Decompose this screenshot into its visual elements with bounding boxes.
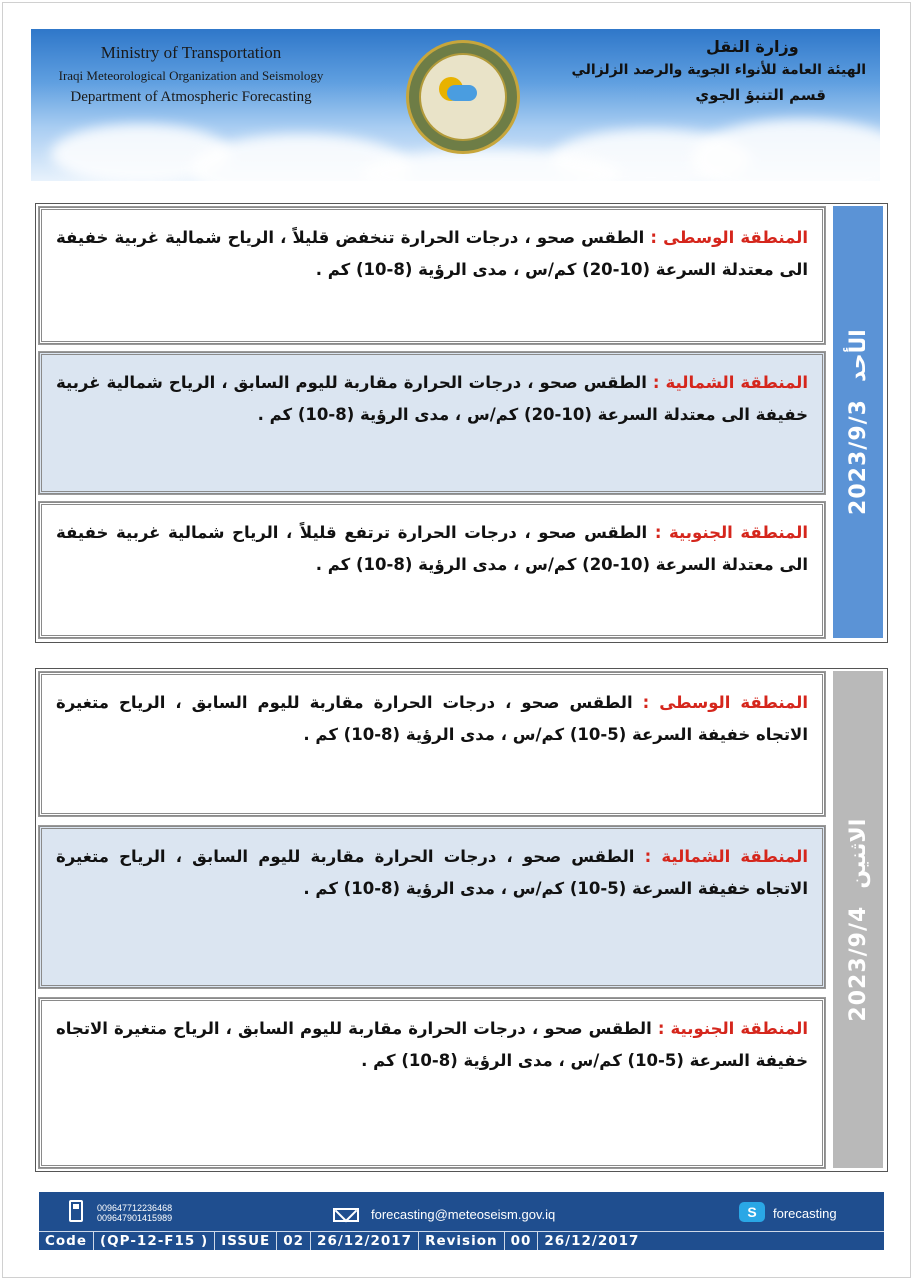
skype-handle[interactable]: forecasting <box>773 1206 837 1221</box>
day1-name: الأحد <box>845 329 871 382</box>
day1-label-bar <box>833 206 883 638</box>
department-name-en: Department of Atmospheric Forecasting <box>70 89 312 105</box>
header-arabic <box>506 37 866 104</box>
region-forecast: الطقس صحو ، درجات الحرارة مقاربة لليوم السابق ، الرياح شمالية غربية خفيفة الى معتدلة السرعة (10-20) كم/س ، مدى الرؤية (8-10) كم . <box>56 373 808 424</box>
day2-name: الاثنين <box>845 817 871 888</box>
revision-value: 00 <box>505 1232 539 1250</box>
phone-icon <box>69 1200 83 1222</box>
footer-bar <box>39 1192 884 1250</box>
code-value: (QP-12-F15 ) <box>94 1232 215 1250</box>
cloud-icon <box>447 85 477 101</box>
day2-date: 2023/9/4 <box>845 905 871 1022</box>
region-name: المنطقة الشمالية <box>661 847 808 866</box>
region-forecast: الطقس صحو ، درجات الحرارة مقاربة لليوم السابق ، الرياح متغيرة الاتجاه خفيفة السرعة (5-10) كم/س ، مدى الرؤية (8-10) كم . <box>56 1019 808 1070</box>
region-name: المنطقة الوسطى <box>659 693 808 712</box>
region-south-day2: المنطقة الجنوبية : الطقس صحو ، درجات الحرارة مقاربة لليوم السابق ، الرياح متغيرة الاتجاه خفيفة السرعة (5-10) كم/س ، مدى الرؤية (8-10) كم . <box>39 998 825 1168</box>
region-central-day1: المنطقة الوسطى : الطقس صحو ، درجات الحرارة تنخفض قليلاً ، الرياح شمالية غربية خفيفة الى معتدلة السرعة (10-20) كم/س ، مدى الرؤية (8-10) كم . <box>39 207 825 344</box>
header-english <box>41 43 341 106</box>
phone-numbers <box>97 1203 172 1223</box>
mail-icon <box>333 1208 359 1222</box>
code-label: Code <box>39 1232 94 1250</box>
revision-date: 26/12/2017 <box>544 1233 640 1249</box>
issue-date: 26/12/2017 <box>311 1232 419 1250</box>
region-north-day1: المنطقة الشمالية : الطقس صحو ، درجات الحرارة مقاربة لليوم السابق ، الرياح شمالية غربية خفيفة الى معتدلة السرعة (10-20) كم/س ، مدى الرؤية (8-10) كم . <box>39 352 825 494</box>
region-forecast: الطقس صحو ، درجات الحرارة تنخفض قليلاً ، الرياح شمالية غربية خفيفة الى معتدلة السرعة (10-20) كم/س ، مدى الرؤية (8-10) كم . <box>56 228 808 279</box>
department-name-ar: قسم التنبؤ الجوي <box>695 86 826 104</box>
region-name: المنطقة الجنوبية <box>669 523 809 542</box>
organization-name-ar: الهيئة العامة للأنواء الجوية والرصد الزلزالي <box>571 62 866 78</box>
phone-number-2: 009647901415989 <box>97 1213 173 1223</box>
day1-date: 2023/9/3 <box>845 399 871 515</box>
region-forecast: الطقس صحو ، درجات الحرارة مقاربة لليوم السابق ، الرياح متغيرة الاتجاه خفيفة السرعة (5-10) كم/س ، مدى الرؤية (8-10) كم . <box>56 693 808 744</box>
region-name: المنطقة الشمالية <box>665 373 809 392</box>
phone-number-1: 009647712236468 <box>97 1203 173 1213</box>
region-central-day2: المنطقة الوسطى : الطقس صحو ، درجات الحرارة مقاربة لليوم السابق ، الرياح متغيرة الاتجاه خفيفة السرعة (5-10) كم/س ، مدى الرؤية (8-10) كم . <box>39 672 825 816</box>
skype-icon: S <box>739 1202 765 1222</box>
issue-label: ISSUE <box>215 1232 277 1250</box>
ministry-name-ar: وزارة النقل <box>706 37 799 56</box>
organization-logo <box>406 40 520 154</box>
region-forecast: الطقس صحو ، درجات الحرارة ترتفع قليلاً ، الرياح شمالية غربية خفيفة الى معتدلة السرعة (10-20) كم/س ، مدى الرؤية (8-10) كم . <box>56 523 808 574</box>
region-forecast: الطقس صحو ، درجات الحرارة مقاربة لليوم السابق ، الرياح متغيرة الاتجاه خفيفة السرعة (5-10) كم/س ، مدى الرؤية (8-10) كم . <box>56 847 808 898</box>
region-north-day2: المنطقة الشمالية : الطقس صحو ، درجات الحرارة مقاربة لليوم السابق ، الرياح متغيرة الاتجاه خفيفة السرعة (5-10) كم/س ، مدى الرؤية (8-10) كم . <box>39 826 825 988</box>
email-address[interactable]: forecasting@meteoseism.gov.iq <box>371 1207 556 1222</box>
region-south-day1: المنطقة الجنوبية : الطقس صحو ، درجات الحرارة ترتفع قليلاً ، الرياح شمالية غربية خفيفة الى معتدلة السرعة (10-20) كم/س ، مدى الرؤية (8-10) كم . <box>39 502 825 638</box>
revision-label: Revision <box>419 1232 505 1250</box>
document-code-row <box>39 1231 884 1250</box>
ministry-name-en: Ministry of Transportation <box>100 43 282 62</box>
issue-value: 02 <box>277 1232 311 1250</box>
day2-label-bar <box>833 671 883 1168</box>
organization-name-en: Iraqi Meteorological Organization and Seismology <box>58 68 324 83</box>
region-name: المنطقة الجنوبية <box>670 1019 809 1038</box>
region-name: المنطقة الوسطى <box>663 228 808 247</box>
